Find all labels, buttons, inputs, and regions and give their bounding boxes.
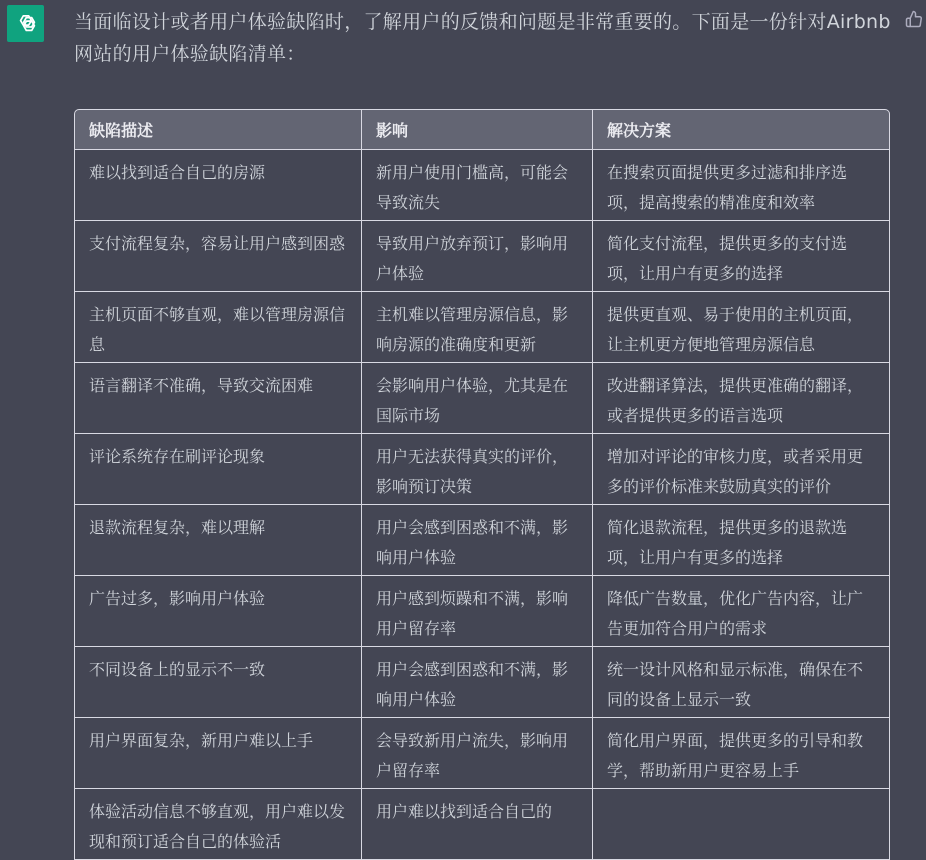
defect-cell: 广告过多，影响用户体验 [74, 576, 362, 647]
defect-cell: 难以找到适合自己的房源 [74, 150, 362, 221]
impact-cell: 会影响用户体验，尤其是在国际市场 [362, 363, 593, 434]
table-row [74, 434, 890, 505]
table-row [74, 718, 890, 789]
table-row [74, 789, 890, 860]
solution-cell: 简化退款流程，提供更多的退款选项，让用户有更多的选择 [593, 505, 890, 576]
solution-cell: 在搜索页面提供更多过滤和排序选项，提高搜索的精准度和效率 [593, 150, 890, 221]
solution-cell: 改进翻译算法，提供更准确的翻译，或者提供更多的语言选项 [593, 363, 890, 434]
defect-table-container [74, 109, 890, 860]
defect-cell: 体验活动信息不够直观，用户难以发现和预订适合自己的体验活 [74, 789, 362, 860]
table-row [74, 150, 890, 221]
defect-cell: 支付流程复杂，容易让用户感到困惑 [74, 221, 362, 292]
impact-cell: 用户会感到困惑和不满，影响用户体验 [362, 647, 593, 718]
table-row [74, 576, 890, 647]
header-defect-description: 缺陷描述 [74, 109, 362, 150]
impact-cell: 用户无法获得真实的评价，影响预订决策 [362, 434, 593, 505]
solution-cell [593, 789, 890, 860]
assistant-intro-text: 当面临设计或者用户体验缺陷时，了解用户的反馈和问题是非常重要的。下面是一份针对Airbnb网站的用户体验缺陷清单： [74, 11, 891, 65]
table-row [74, 363, 890, 434]
thumbs-up-icon[interactable] [903, 8, 925, 30]
defect-cell: 语言翻译不准确，导致交流困难 [74, 363, 362, 434]
defect-table [74, 109, 890, 860]
solution-cell: 简化用户界面，提供更多的引导和教学，帮助新用户更容易上手 [593, 718, 890, 789]
header-solution: 解决方案 [593, 109, 890, 150]
impact-cell: 用户难以找到适合自己的 [362, 789, 593, 860]
defect-cell: 评论系统存在刷评论现象 [74, 434, 362, 505]
table-row [74, 647, 890, 718]
solution-cell: 简化支付流程，提供更多的支付选项，让用户有更多的选择 [593, 221, 890, 292]
impact-cell: 主机难以管理房源信息，影响房源的准确度和更新 [362, 292, 593, 363]
header-impact: 影响 [362, 109, 593, 150]
solution-cell: 统一设计风格和显示标准，确保在不同的设备上显示一致 [593, 647, 890, 718]
chatgpt-logo-icon [7, 5, 44, 42]
defect-cell: 退款流程复杂，难以理解 [74, 505, 362, 576]
impact-cell: 会导致新用户流失，影响用户留存率 [362, 718, 593, 789]
defect-cell: 不同设备上的显示不一致 [74, 647, 362, 718]
solution-cell: 降低广告数量，优化广告内容，让广告更加符合用户的需求 [593, 576, 890, 647]
defect-cell: 主机页面不够直观，难以管理房源信息 [74, 292, 362, 363]
solution-cell: 提供更直观、易于使用的主机页面，让主机更方便地管理房源信息 [593, 292, 890, 363]
defect-cell: 用户界面复杂，新用户难以上手 [74, 718, 362, 789]
impact-cell: 用户感到烦躁和不满，影响用户留存率 [362, 576, 593, 647]
impact-cell: 导致用户放弃预订，影响用户体验 [362, 221, 593, 292]
table-row [74, 505, 890, 576]
table-row [74, 292, 890, 363]
impact-cell: 用户会感到困惑和不满，影响用户体验 [362, 505, 593, 576]
impact-cell: 新用户使用门槛高，可能会导致流失 [362, 150, 593, 221]
solution-cell: 增加对评论的审核力度，或者采用更多的评价标准来鼓励真实的评价 [593, 434, 890, 505]
table-header-row [74, 109, 890, 150]
table-row [74, 221, 890, 292]
